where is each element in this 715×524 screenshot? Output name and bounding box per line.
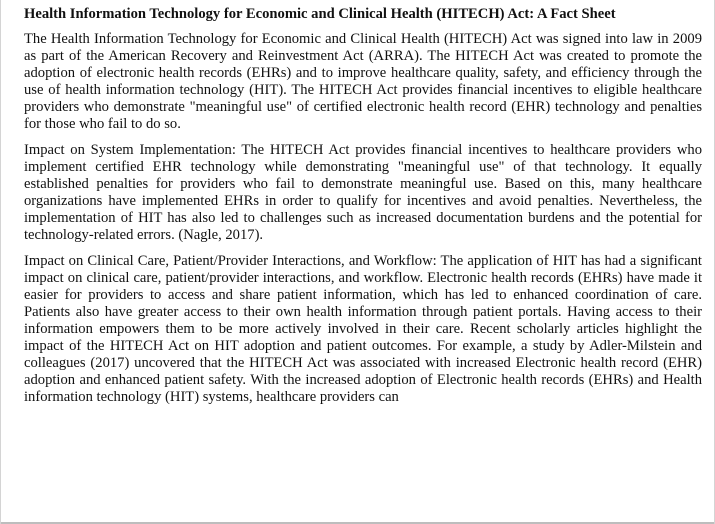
paragraph-intro: The Health Information Technology for Economic and Clinical Health (HITECH) Act was signed into law in 2009 as part of the American Recovery and Reinvestment Act (ARRA). The HITECH Act was created to promote the adoption of electronic health records (EHRs) and to improve healthcare quality, safety, and efficiency through the use of health information technology (HIT). The HITECH Act provides financial incentives to eligible healthcare providers who demonstrate "meaningful use" of certified electronic health record (EHR) technology and penalties for those who fail to do so. [24, 31, 702, 132]
paragraph-clinical-care: Impact on Clinical Care, Patient/Provider Interactions, and Workflow: The application of HIT has had a significant impact on clinical care, patient/provider interactions, and workflow. Electronic health records (EHRs) have made it easier for providers to access and share patient information, which has led to enhanced coordination of care. Patients also have greater access to their own health information through patient portals. Having access to their information empowers them to be more actively involved in their care. Recent scholarly articles highlight the impact of the HITECH Act on HIT adoption and patient outcomes. For example, a study by Adler-Milstein and colleagues (2017) uncovered that the HITECH Act was associated with increased Electronic health record (EHR) adoption and enhanced patient safety. With the increased adoption of Electronic health records (EHRs) and Health information technology (HIT) systems, healthcare providers can [24, 253, 702, 405]
paragraph-system-implementation: Impact on System Implementation: The HITECH Act provides financial incentives to healthcare providers who implement certified EHR technology while demonstrating "meaningful use" of that technology. It equally established penalties for providers who fail to demonstrate meaningful use. Based on this, many healthcare organizations have implemented EHRs in order to qualify for incentives and avoid penalties. Nevertheless, the implementation of HIT has also led to challenges such as increased documentation burdens and the potential for technology-related errors. (Nagle, 2017). [24, 142, 702, 243]
document-title: Health Information Technology for Economic and Clinical Health (HITECH) Act: A Fact Sheet [24, 6, 616, 22]
